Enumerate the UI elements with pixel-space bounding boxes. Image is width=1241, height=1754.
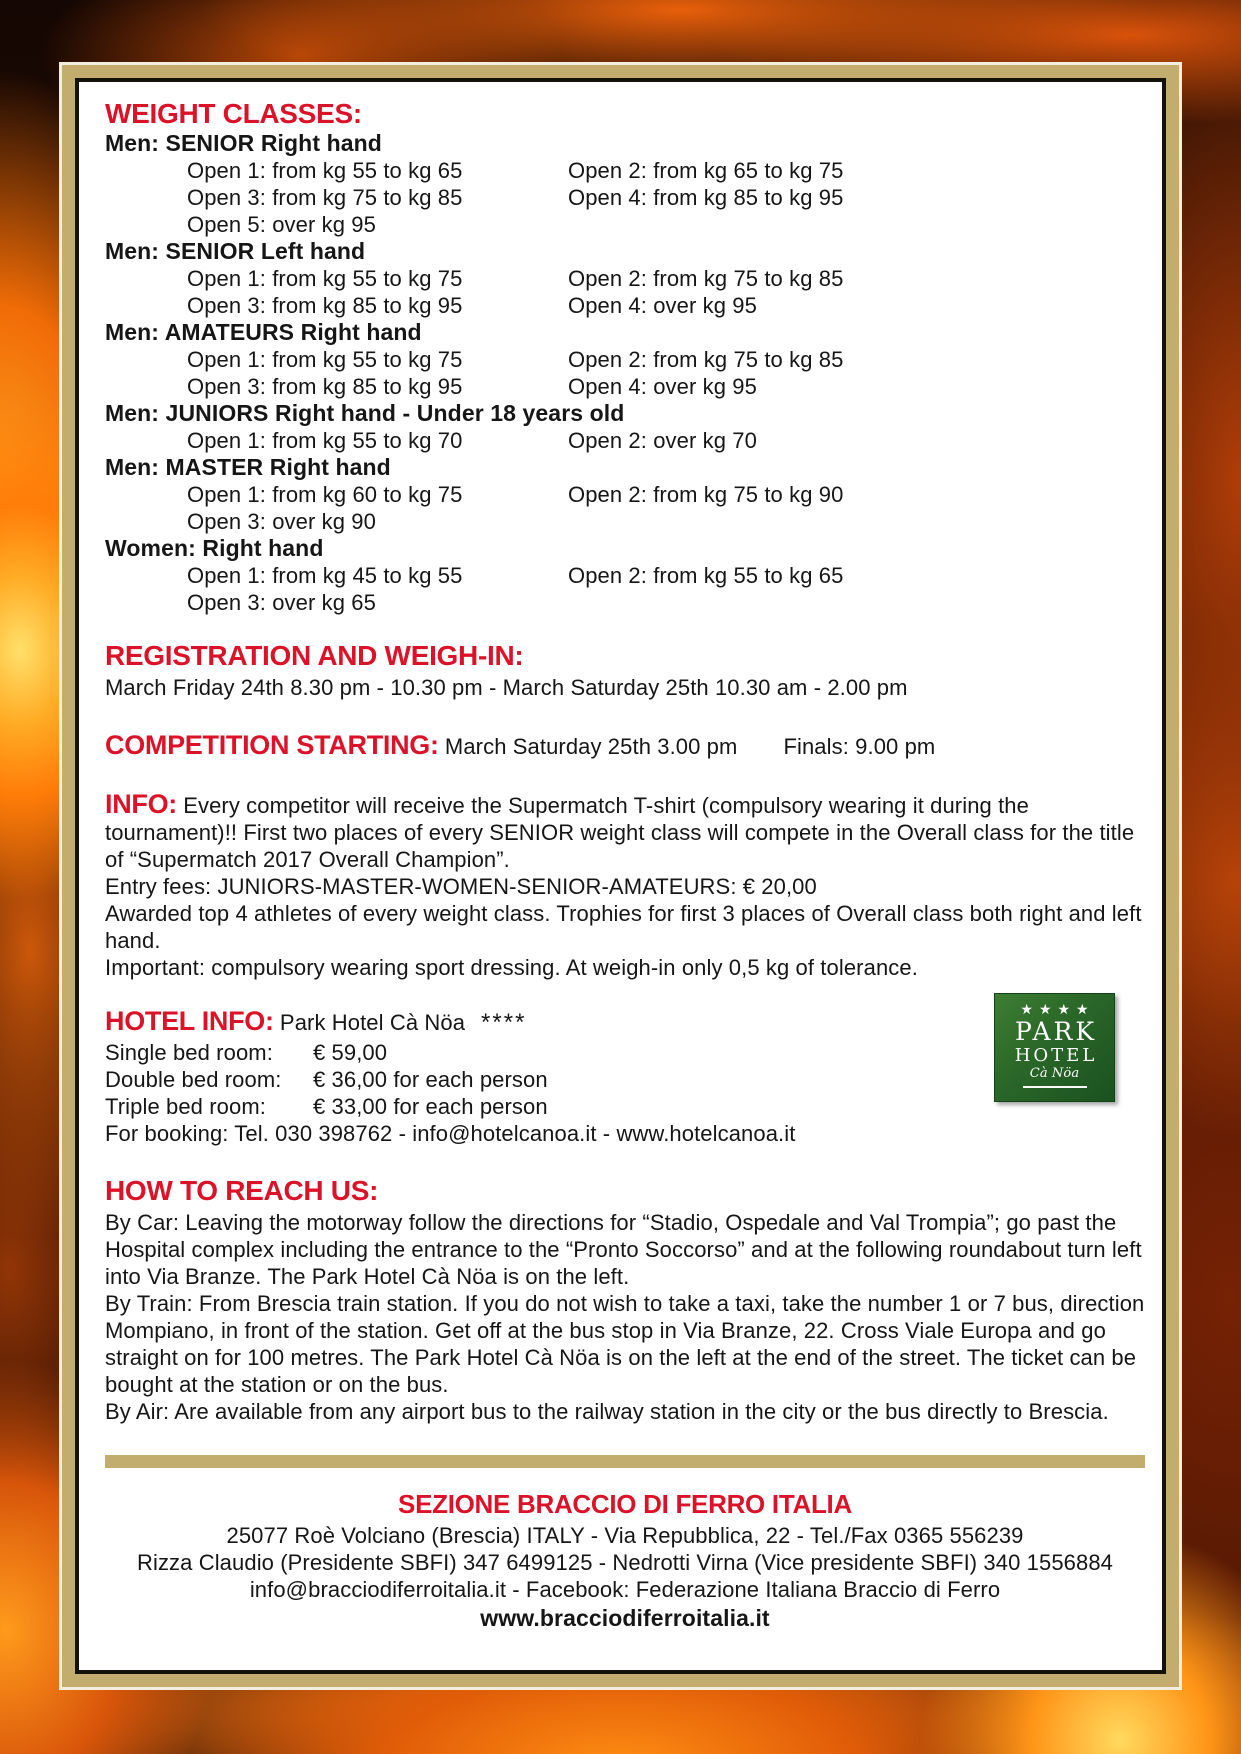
hotel-stars: **** bbox=[481, 1009, 527, 1036]
room-type-label: Single bed room: bbox=[105, 1040, 273, 1065]
hotel-room-line bbox=[105, 1093, 1145, 1120]
logo-underline bbox=[1023, 1086, 1087, 1088]
weight-class-open: Open 2: over kg 70 bbox=[568, 428, 757, 453]
weight-class-row bbox=[105, 427, 1145, 454]
info-line: Important: compulsory wearing sport dressing. At weigh-in only 0,5 kg of tolerance. bbox=[105, 955, 918, 980]
footer-title: SEZIONE BRACCIO DI FERRO ITALIA bbox=[398, 1489, 852, 1519]
weight-class-row bbox=[105, 373, 1145, 400]
reach-paragraph: By Car: Leaving the motorway follow the directions for “Stadio, Ospedale and Val Trompia”; go past the Hospital complex including the entrance to the “Pronto Soccorso” and at the following roundabout turn left into Via Branze. The Park Hotel Cà Nöa is on the left. bbox=[105, 1210, 1142, 1289]
weight-class-open: Open 3: over kg 65 bbox=[187, 590, 376, 615]
weight-class-open: Open 1: from kg 60 to kg 75 bbox=[187, 482, 463, 507]
weight-class-row bbox=[105, 589, 1145, 616]
weight-class-row bbox=[105, 184, 1145, 211]
weight-class-row bbox=[105, 265, 1145, 292]
weight-class-row bbox=[105, 157, 1145, 184]
room-rate-value: € 33,00 for each person bbox=[313, 1094, 548, 1119]
footer-line: Rizza Claudio (Presidente SBFI) 347 6499125 - Nedrotti Virna (Vice presidente SBFI) 340 1556884 bbox=[136, 1550, 1114, 1575]
weight-class-open: Open 3: over kg 90 bbox=[187, 509, 376, 534]
weight-class-group-title: Men: AMATEURS Right hand bbox=[105, 319, 422, 345]
registration-heading: REGISTRATION AND WEIGH-IN: bbox=[105, 640, 524, 671]
weight-class-open: Open 1: from kg 55 to kg 75 bbox=[187, 347, 463, 372]
weight-classes-heading: WEIGHT CLASSES: bbox=[105, 98, 362, 129]
info-section bbox=[105, 791, 1145, 981]
weight-class-row bbox=[105, 346, 1145, 373]
flyer-content bbox=[79, 82, 1162, 1670]
weight-class-open: Open 3: from kg 85 to kg 95 bbox=[187, 293, 463, 318]
info-paragraph bbox=[105, 791, 1145, 873]
weight-class-open: Open 2: from kg 55 to kg 65 bbox=[568, 563, 844, 588]
weight-class-group-title: Men: SENIOR Right hand bbox=[105, 130, 382, 156]
weight-classes-list bbox=[105, 130, 1145, 616]
weight-class-open: Open 2: from kg 75 to kg 85 bbox=[568, 266, 844, 291]
footer-line: 25077 Roè Volciano (Brescia) ITALY - Via Repubblica, 22 - Tel./Fax 0365 556239 bbox=[226, 1523, 1024, 1548]
park-hotel-logo bbox=[994, 993, 1115, 1102]
footer-line: info@bracciodiferroitalia.it - Facebook: Federazione Italiana Braccio di Ferro bbox=[249, 1577, 1001, 1602]
competition-finals: Finals: 9.00 pm bbox=[783, 734, 936, 759]
weight-class-open: Open 3: from kg 85 to kg 95 bbox=[187, 374, 463, 399]
logo-park-text: PARK bbox=[1014, 1017, 1098, 1046]
footer-contact-lines bbox=[105, 1522, 1145, 1603]
weight-class-open: Open 2: from kg 65 to kg 75 bbox=[568, 158, 844, 183]
weight-class-row bbox=[105, 211, 1145, 238]
reach-paragraph: By Train: From Brescia train station. If you do not wish to take a taxi, take the number 1 or 7 bus, direction Mompiano, in front of the station. Get off at the bus stop in Via Branze, 22. Cross Viale Europa and go straight on for 100 metres. The Park Hotel Cà Nöa is on the left at the end of the street. The ticket can be bought at the station or on the bus. bbox=[105, 1291, 1145, 1397]
hotel-booking-line: For booking: Tel. 030 398762 - info@hotelcanoa.it - www.hotelcanoa.it bbox=[105, 1121, 796, 1146]
weight-class-open: Open 4: over kg 95 bbox=[568, 293, 757, 318]
reach-paragraphs bbox=[105, 1209, 1145, 1425]
hotel-room-rates bbox=[105, 1039, 1145, 1120]
hotel-name: Park Hotel Cà Nöa bbox=[279, 1010, 466, 1035]
logo-hotel-text: HOTEL bbox=[1014, 1045, 1098, 1066]
weight-class-row bbox=[105, 508, 1145, 535]
weight-class-open: Open 1: from kg 55 to kg 75 bbox=[187, 266, 463, 291]
weight-class-group-title: Women: Right hand bbox=[105, 535, 324, 561]
reach-heading: HOW TO REACH US: bbox=[105, 1175, 379, 1206]
weight-class-group-title: Men: JUNIORS Right hand - Under 18 years old bbox=[105, 400, 625, 426]
weight-class-open: Open 3: from kg 75 to kg 85 bbox=[187, 185, 463, 210]
weight-class-open: Open 1: from kg 55 to kg 70 bbox=[187, 428, 463, 453]
info-heading: INFO: bbox=[105, 789, 177, 819]
inner-border bbox=[75, 78, 1166, 1674]
competition-heading: COMPETITION STARTING: bbox=[105, 730, 439, 760]
weight-class-row bbox=[105, 292, 1145, 319]
footer bbox=[105, 1486, 1145, 1633]
gold-divider bbox=[105, 1455, 1145, 1468]
info-extra-lines bbox=[105, 873, 1145, 981]
weight-class-open: Open 4: over kg 95 bbox=[568, 374, 757, 399]
weight-class-row bbox=[105, 562, 1145, 589]
reach-paragraph: By Air: Are available from any airport bus to the railway station in the city or the bus directly to Brescia. bbox=[105, 1399, 1109, 1424]
hotel-room-line bbox=[105, 1066, 1145, 1093]
hotel-heading-line bbox=[105, 1007, 1145, 1039]
info-body: Every competitor will receive the Supermatch T-shirt (compulsory wearing it during the tournament)!! First two places of every SENIOR weight class will compete in the Overall class for the title of “Supermatch 2017 Overall Champion”. bbox=[105, 793, 1135, 872]
weight-class-open: Open 1: from kg 45 to kg 55 bbox=[187, 563, 463, 588]
page-frame bbox=[59, 62, 1182, 1690]
competition-line bbox=[105, 731, 1145, 763]
hotel-info-section bbox=[105, 1001, 1145, 1147]
logo-canoa-text: Cà Nöa bbox=[1029, 1066, 1080, 1081]
weight-class-open: Open 5: over kg 95 bbox=[187, 212, 376, 237]
gold-border bbox=[62, 65, 1179, 1687]
weight-class-row bbox=[105, 481, 1145, 508]
weight-class-open: Open 1: from kg 55 to kg 65 bbox=[187, 158, 463, 183]
weight-class-open: Open 4: from kg 85 to kg 95 bbox=[568, 185, 844, 210]
registration-times: March Friday 24th 8.30 pm - 10.30 pm - March Saturday 25th 10.30 am - 2.00 pm bbox=[105, 675, 908, 700]
info-line: Entry fees: JUNIORS-MASTER-WOMEN-SENIOR-AMATEURS: € 20,00 bbox=[105, 874, 817, 899]
footer-website: www.bracciodiferroitalia.it bbox=[480, 1605, 770, 1631]
hotel-heading: HOTEL INFO: bbox=[105, 1006, 274, 1036]
info-line: Awarded top 4 athletes of every weight class. Trophies for first 3 places of Overall class both right and left hand. bbox=[105, 901, 1142, 953]
room-rate-value: € 59,00 bbox=[313, 1040, 388, 1065]
weight-class-open: Open 2: from kg 75 to kg 90 bbox=[568, 482, 844, 507]
weight-class-open: Open 2: from kg 75 to kg 85 bbox=[568, 347, 844, 372]
hotel-room-line bbox=[105, 1039, 1145, 1066]
competition-time: March Saturday 25th 3.00 pm bbox=[444, 734, 738, 759]
room-type-label: Triple bed room: bbox=[105, 1094, 266, 1119]
weight-class-group-title: Men: SENIOR Left hand bbox=[105, 238, 366, 264]
logo-stars-icon: ★★★★ bbox=[1020, 1001, 1095, 1017]
room-type-label: Double bed room: bbox=[105, 1067, 282, 1092]
weight-class-group-title: Men: MASTER Right hand bbox=[105, 454, 391, 480]
room-rate-value: € 36,00 for each person bbox=[313, 1067, 548, 1092]
